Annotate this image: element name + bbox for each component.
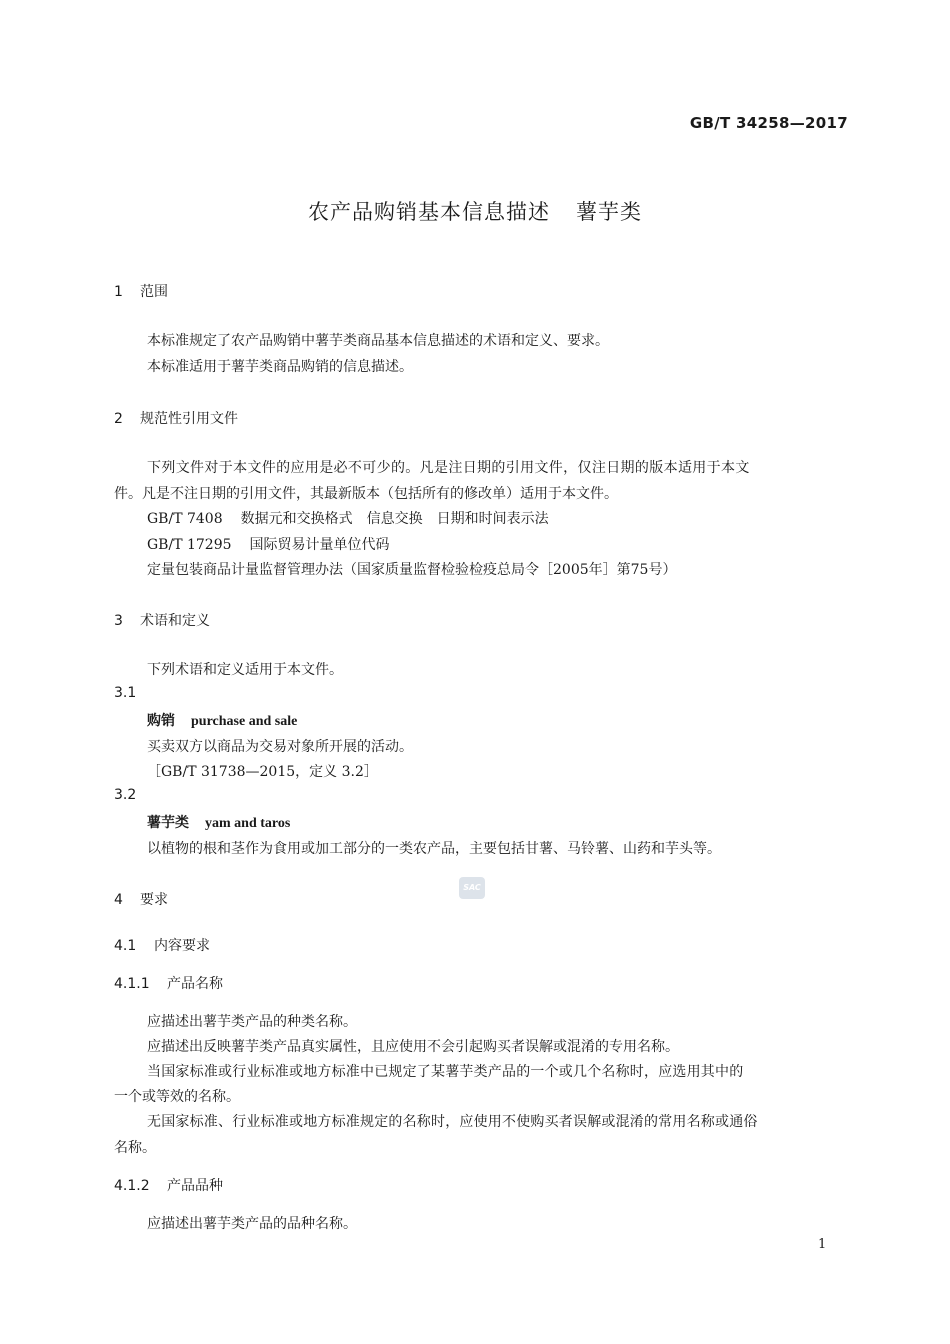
section-number: 4.1	[114, 938, 137, 954]
term-definition: 以植物的根和茎作为食用或加工部分的一类农产品，主要包括甘薯、马铃薯、山药和芋头等。	[147, 841, 721, 857]
term-heading	[147, 710, 297, 730]
section-number: 4.1.2	[114, 1178, 150, 1194]
section-number: 1	[114, 284, 123, 300]
term-number: 3.2	[114, 787, 137, 803]
paragraph-continuation: 名称。	[114, 1140, 156, 1156]
paragraph-continuation: 件。凡是不注日期的引用文件，其最新版本（包括所有的修改单）适用于本文件。	[114, 486, 618, 502]
subsection-4-1-1-heading	[114, 973, 223, 993]
subsection-4-1-2-heading	[114, 1175, 223, 1195]
paragraph: 本标准规定了农产品购销中薯芋类商品基本信息描述的术语和定义、要求。	[147, 333, 609, 349]
section-title: 要求	[140, 892, 168, 908]
section-title: 内容要求	[154, 938, 210, 954]
subsection-4-1-heading	[114, 935, 210, 955]
paragraph: 应描述出薯芋类产品的品种名称。	[147, 1216, 357, 1232]
section-number: 3	[114, 613, 123, 629]
reference-title: 数据元和交换格式 信息交换 日期和时间表示法	[240, 511, 549, 527]
section-title: 术语和定义	[140, 613, 210, 629]
paragraph: 当国家标准或行业标准或地方标准中已规定了某薯芋类产品的一个或几个名称时，应选用其中的	[147, 1064, 744, 1080]
page-number: 1	[818, 1237, 827, 1252]
sac-watermark: SAC	[459, 877, 485, 899]
term-heading	[147, 812, 290, 832]
reference-code: GB/T 7408	[147, 511, 223, 527]
term-definition: 买卖双方以商品为交易对象所开展的活动。	[147, 739, 413, 755]
section-title: 产品名称	[167, 976, 223, 992]
term-english: yam and taros	[205, 816, 291, 831]
reference-item: 定量包装商品计量监督管理办法（国家质量监督检验检疫总局令［2005年］第75号）	[147, 562, 677, 578]
reference-item	[147, 508, 549, 528]
paragraph: 下列文件对于本文件的应用是必不可少的。凡是注日期的引用文件，仅注日期的版本适用于本文	[147, 460, 750, 476]
section-2-heading	[114, 408, 238, 428]
reference-title: 国际贸易计量单位代码	[249, 537, 390, 553]
paragraph: 本标准适用于薯芋类商品购销的信息描述。	[147, 359, 413, 375]
reference-code: GB/T 17295	[147, 537, 232, 553]
term-chinese: 薯芋类	[147, 815, 189, 831]
term-english: purchase and sale	[191, 714, 298, 729]
section-number: 2	[114, 411, 123, 427]
title-sub: 薯芋类	[576, 200, 642, 224]
section-number: 4.1.1	[114, 976, 150, 992]
paragraph: 应描述出反映薯芋类产品真实属性，且应使用不会引起购买者误解或混淆的专用名称。	[147, 1039, 679, 1055]
section-title: 规范性引用文件	[140, 411, 238, 427]
reference-item	[147, 534, 390, 554]
paragraph-continuation: 一个或等效的名称。	[114, 1089, 240, 1105]
standard-number: GB/T 34258—2017	[689, 114, 848, 132]
title-main: 农产品购销基本信息描述	[308, 200, 550, 224]
document-title	[0, 196, 950, 226]
section-1-heading	[114, 281, 168, 301]
term-chinese: 购销	[147, 713, 175, 729]
paragraph: 无国家标准、行业标准或地方标准规定的名称时，应使用不使购买者误解或混淆的常用名称或通俗	[147, 1114, 758, 1130]
paragraph: 下列术语和定义适用于本文件。	[147, 662, 343, 678]
term-source: ［GB/T 31738—2015，定义 3.2］	[147, 764, 378, 780]
term-number: 3.1	[114, 685, 137, 701]
paragraph: 应描述出薯芋类产品的种类名称。	[147, 1014, 357, 1030]
section-title: 范围	[140, 284, 168, 300]
section-title: 产品品种	[167, 1178, 223, 1194]
section-number: 4	[114, 892, 123, 908]
section-4-heading	[114, 889, 168, 909]
section-3-heading	[114, 610, 210, 630]
